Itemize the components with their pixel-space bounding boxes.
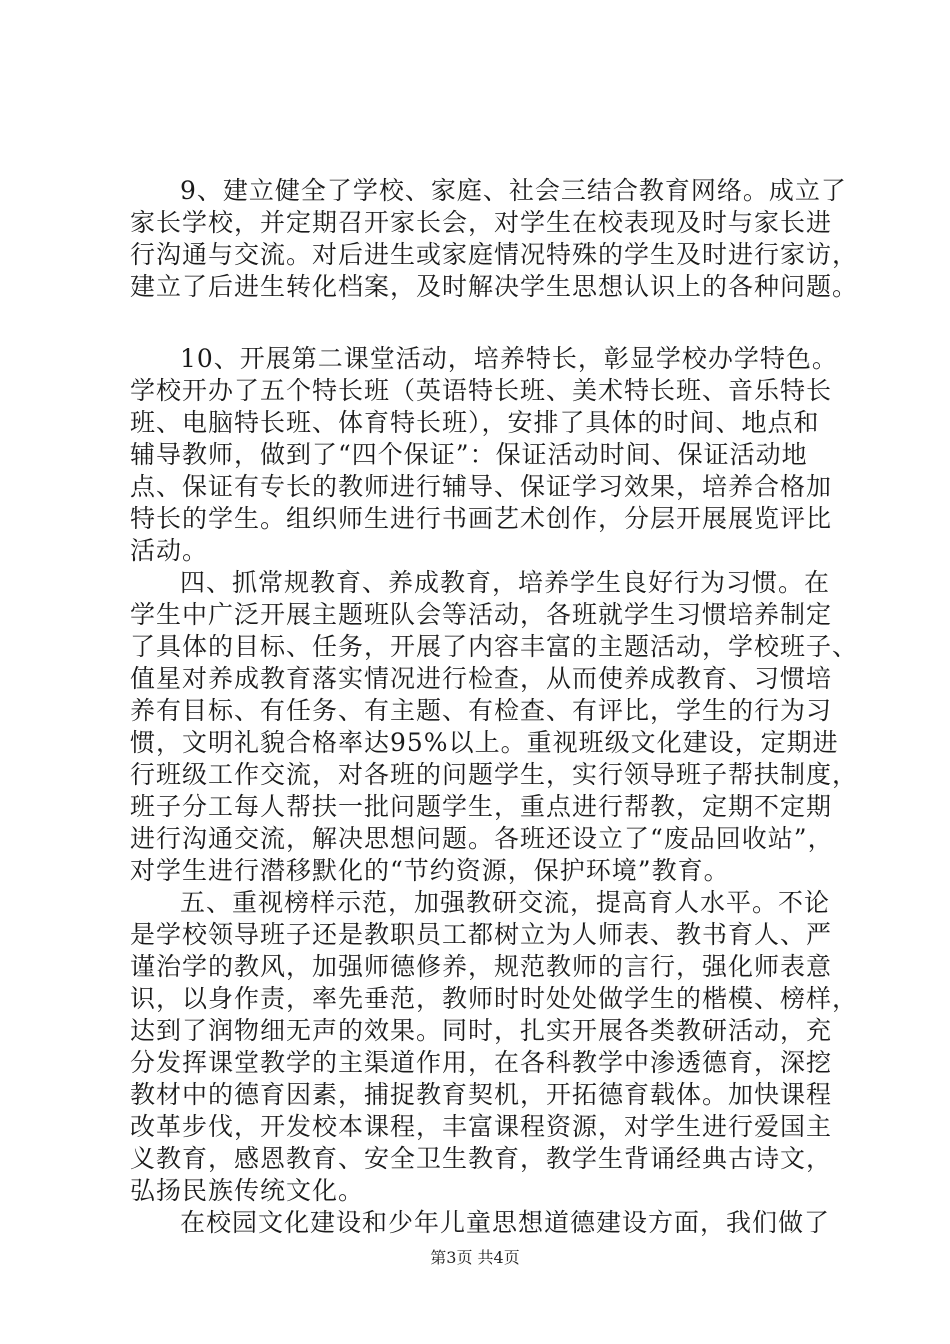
page-number-footer: 第3页 共4页: [430, 1248, 520, 1267]
section-5-line-5: 达到了润物细无声的效果。同时，扎实开展各类教研活动，充: [130, 1016, 833, 1045]
section-4-line-6: 惯，文明礼貌合格率达95%以上。重视班级文化建设，定期进: [130, 728, 839, 757]
paragraph-10-line-3: 班、电脑特长班、体育特长班），安排了具体的时间、地点和: [130, 408, 820, 437]
section-5-line-3: 谨治学的教风，加强师德修养，规范教师的言行，强化师表意: [130, 952, 833, 981]
section-5-line-9: 义教育，感恩教育、安全卫生教育，教学生背诵经典古诗文，: [130, 1144, 833, 1173]
section-4-line-9: 进行沟通交流，解决思想问题。各班还设立了“废品回收站”，: [130, 824, 834, 853]
section-4-line-3: 了具体的目标、任务，开展了内容丰富的主题活动，学校班子、: [130, 632, 859, 661]
section-4-line-8: 班子分工每人帮扶一批问题学生，重点进行帮教，定期不定期: [130, 792, 833, 821]
paragraph-9-line-4: 建立了后进生转化档案，及时解决学生思想认识上的各种问题。: [130, 272, 859, 301]
paragraph-gap: [130, 303, 830, 343]
paragraph-9-line-1: 9、建立健全了学校、家庭、社会三结合教育网络。成立了: [180, 176, 847, 205]
document-body: [130, 175, 859, 1239]
section-4-line-1: 四、抓常规教育、养成教育，培养学生良好行为习惯。在: [180, 568, 831, 597]
section-5-line-1: 五、重视榜样示范，加强教研交流，提高育人水平。不论: [180, 888, 831, 917]
paragraph-9-line-3: 行沟通与交流。对后进生或家庭情况特殊的学生及时进行家访，: [130, 240, 859, 269]
section-5-line-6: 分发挥课堂教学的主渠道作用，在各科教学中渗透德育，深挖: [130, 1048, 833, 1077]
section-4-line-10: 对学生进行潜移默化的“节约资源，保护环境”教育。: [130, 856, 730, 885]
section-5-line-10: 弘扬民族传统文化。: [130, 1176, 365, 1205]
paragraph-10-line-2: 学校开办了五个特长班（英语特长班、美术特长班、音乐特长: [130, 376, 833, 405]
section-5-line-8: 改革步伐，开发校本课程，丰富课程资源，对学生进行爱国主: [130, 1112, 833, 1141]
closing-paragraph-line-1: 在校园文化建设和少年儿童思想道德建设方面，我们做了: [180, 1208, 831, 1237]
section-5-line-4: 识，以身作责，率先垂范，教师时时处处做学生的楷模、榜样，: [130, 984, 859, 1013]
section-4-line-2: 学生中广泛开展主题班队会等活动，各班就学生习惯培养制定: [130, 600, 833, 629]
paragraph-10-line-7: 活动。: [130, 536, 209, 565]
paragraph-10-line-5: 点、保证有专长的教师进行辅导、保证学习效果，培养合格加: [130, 472, 833, 501]
section-4-line-5: 养有目标、有任务、有主题、有检查、有评比，学生的行为习: [130, 696, 833, 725]
paragraph-10-line-4: 辅导教师，做到了“四个保证”：保证活动时间、保证活动地: [130, 440, 808, 469]
section-4-line-7: 行班级工作交流，对各班的问题学生，实行领导班子帮扶制度，: [130, 760, 859, 789]
section-4-line-4: 值星对养成教育落实情况进行检查，从而使养成教育、习惯培: [130, 664, 833, 693]
section-5-line-2: 是学校领导班子还是教职员工都树立为人师表、教书育人、严: [130, 920, 833, 949]
paragraph-9-line-2: 家长学校，并定期召开家长会，对学生在校表现及时与家长进: [130, 208, 833, 237]
paragraph-10-line-1: 10、开展第二课堂活动，培养特长，彰显学校办学特色。: [180, 344, 838, 373]
section-5-line-7: 教材中的德育因素，捕捉教育契机，开拓德育载体。加快课程: [130, 1080, 833, 1109]
paragraph-10-line-6: 特长的学生。组织师生进行书画艺术创作，分层开展展览评比: [130, 504, 833, 533]
